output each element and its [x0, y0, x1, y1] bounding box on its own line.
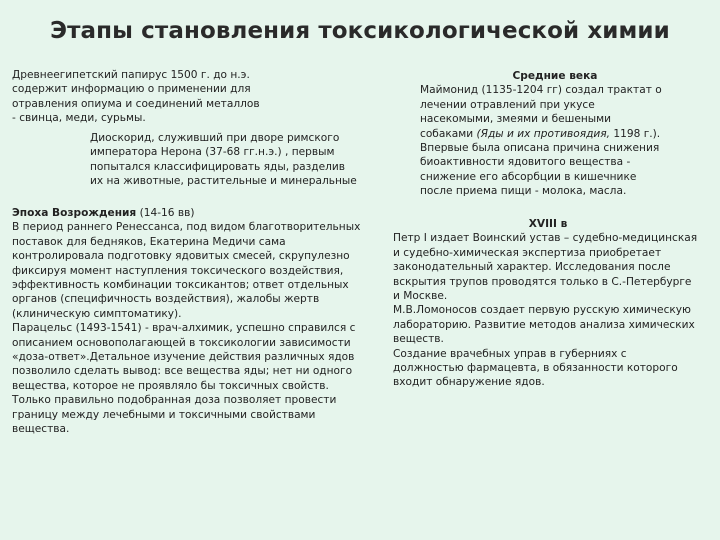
- text-line: и судебно-химическая экспертиза приобретает: [393, 246, 662, 259]
- middle-ages-heading: Средние века: [512, 70, 598, 82]
- text-line: и Москве.: [393, 290, 448, 303]
- text-line: веществ.: [393, 333, 444, 346]
- text-line: Диоскорид, служивший при дворе римского: [90, 132, 340, 144]
- text-line: Только правильно подобранная доза позволяет провести: [12, 394, 337, 407]
- text-line: М.В.Ломоносов создает первую русскую химическую: [393, 304, 691, 317]
- text-line: позволило сделать вывод: все вещества яды; нет ни одного: [12, 365, 353, 378]
- text-line: вещества, которое не проявляло бы токсичных свойств.: [12, 379, 329, 392]
- page-title: Этапы становления токсикологической химии: [50, 18, 670, 44]
- text-line: после приема пищи - молока, масла.: [420, 185, 627, 198]
- text-line: поставок для бедняков, Екатерина Медичи сама: [12, 235, 286, 248]
- text-line: Маймонид (1135-1204 гг) создал трактат о: [420, 84, 662, 97]
- text-line: эффективность комбинации токсикантов; ответ отдельных: [12, 279, 349, 292]
- text-line: должностью фармацевта, в обязанности которого: [393, 362, 678, 375]
- text-fragment: собаками: [420, 127, 477, 140]
- text-line: контролировала подготовку ядовитых смесей, скрупулезно: [12, 250, 350, 263]
- text-line: содержит информацию о применении для: [12, 83, 251, 96]
- text-line: их на животные, растительные и минеральные: [90, 175, 357, 188]
- text-line: попытался классифицировать яды, разделив: [90, 160, 346, 173]
- egypt-paragraph: [12, 68, 282, 126]
- renaissance-section: [12, 206, 364, 437]
- text-line: биоактивности ядовитого вещества -: [420, 156, 631, 169]
- text-line: - свинца, меди, сурьмы.: [12, 112, 146, 125]
- dioscorides-paragraph: [90, 131, 360, 189]
- text-line: Создание врачебных управ в губерниях с: [393, 347, 627, 360]
- text-line: Древнеегипетский папирус 1500 г. до н.э.: [12, 69, 250, 81]
- text-line: Петр I издает Воинский устав – судебно-медицинская: [393, 232, 698, 245]
- text-line: В период раннего Ренессанса, под видом благотворительных: [12, 221, 361, 234]
- text-line: входит обнаружение ядов.: [393, 376, 545, 389]
- text-line: фиксируя момент наступления токсического воздействия,: [12, 264, 344, 277]
- text-line: «доза-ответ».Детальное изучение действия различных ядов: [12, 351, 355, 364]
- treatise-title: (Яды и их противоядия,: [476, 127, 611, 140]
- renaissance-heading: [12, 206, 364, 220]
- text-line: границу между лечебными и токсичными свойствами: [12, 408, 316, 421]
- middle-ages-section: [420, 69, 690, 199]
- text-line: органов (специфичность воздействия), жалобы жертв: [12, 293, 320, 306]
- text-line: законодательный характер. Исследования после: [393, 261, 671, 274]
- text-line: вещества.: [12, 423, 70, 436]
- text-line: (клиническую симптоматику).: [12, 307, 182, 320]
- text-line: Парацельс (1493-1541) - врач-алхимик, успешно справился с: [12, 322, 356, 335]
- text-line: Впервые была описана причина снижения: [420, 142, 660, 155]
- text-line: насекомыми, змеями и бешеными: [420, 113, 612, 126]
- text-line: описанием основополагающей в токсикологии зависимости: [12, 336, 351, 349]
- renaissance-heading-dates: (14-16 вв): [136, 207, 195, 219]
- text-line: императора Нерона (37-68 гг.н.э.) , первым: [90, 146, 335, 159]
- renaissance-heading-bold: Эпоха Возрождения: [12, 207, 137, 219]
- text-line: лечении отравлений при укусе: [420, 98, 595, 111]
- text-line: отравления опиума и соединений металлов: [12, 97, 260, 110]
- xviii-section: [393, 217, 703, 390]
- text-line: снижение его абсорбции в кишечнике: [420, 170, 637, 183]
- xviii-heading: XVIII в: [528, 218, 568, 230]
- text-line: лабораторию. Развитие методов анализа химических: [393, 318, 695, 331]
- text-line: вскрытия трупов проводятся только в С.-Петербурге: [393, 275, 692, 288]
- text-fragment: 1198 г.).: [610, 127, 661, 140]
- text-line: [420, 127, 690, 141]
